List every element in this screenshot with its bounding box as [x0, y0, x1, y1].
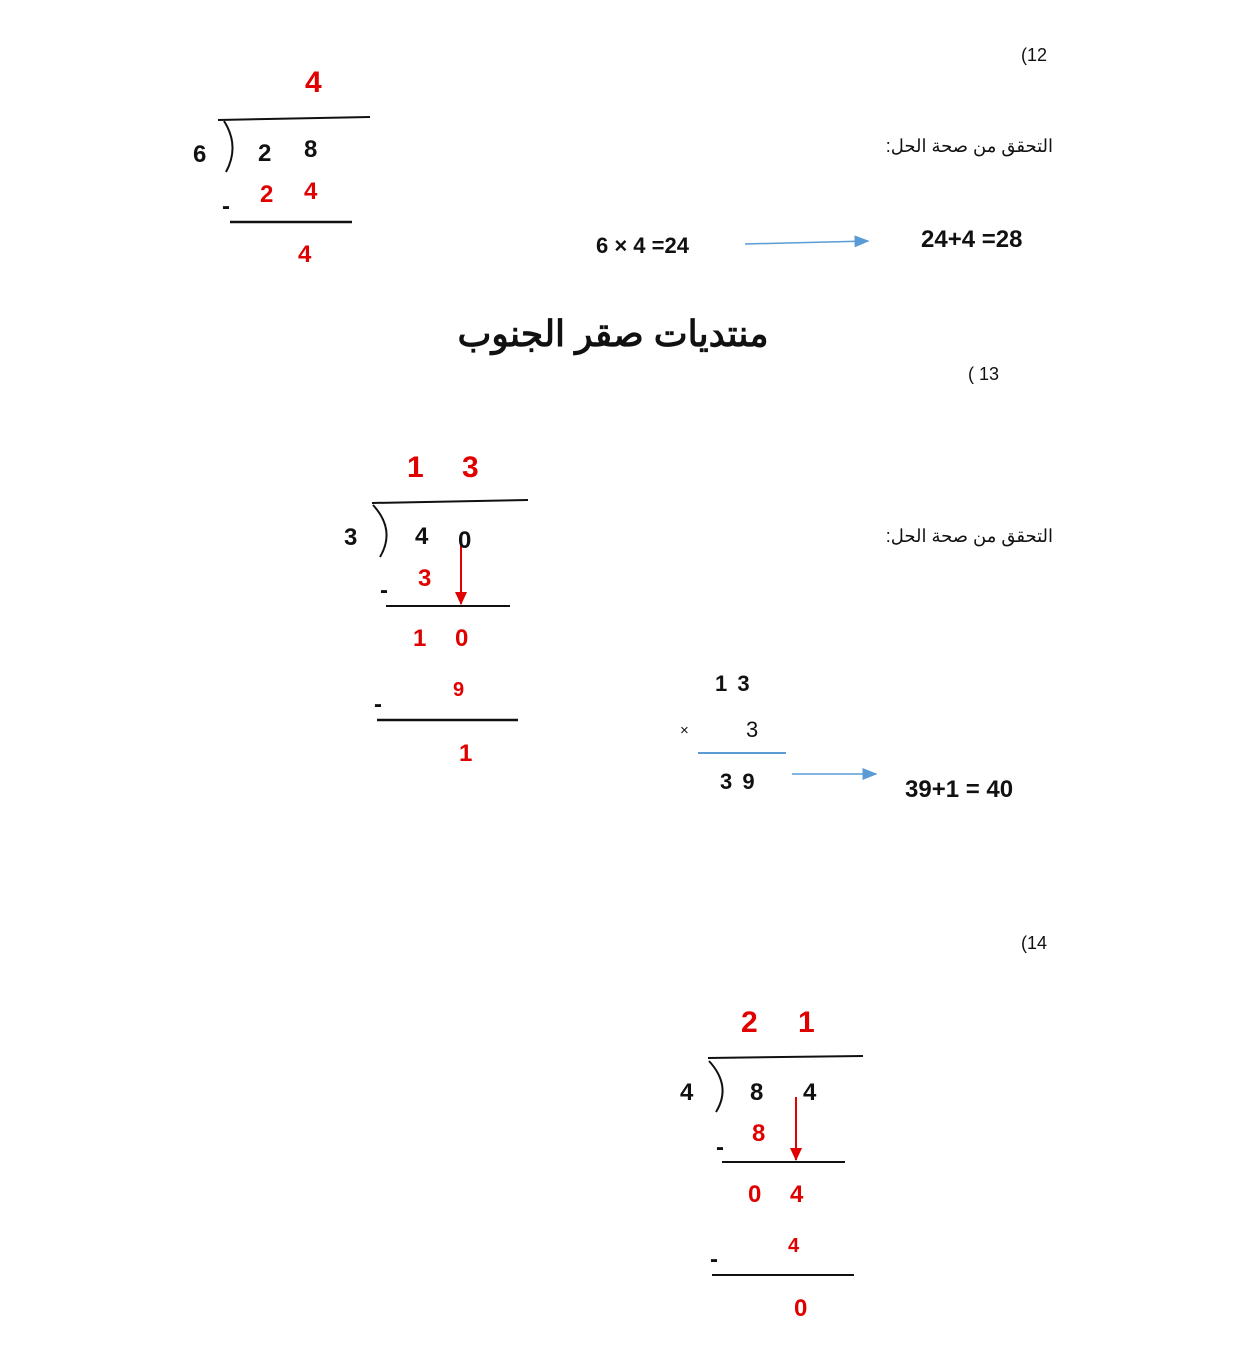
check-multiplicand: 1 3 — [715, 671, 750, 696]
check-multiplication: 6 × 4 =24 — [596, 233, 689, 258]
verify-label: التحقق من صحة الحل: — [885, 136, 1053, 156]
division-bracket — [373, 505, 387, 557]
dividend-digit: 2 — [258, 140, 272, 167]
times-sign: × — [680, 722, 689, 739]
minus-sign: - — [710, 1246, 718, 1273]
subtract-digit: 4 — [304, 178, 318, 205]
check-addition: 24+4 =28 — [921, 226, 1023, 253]
dividend-digit: 4 — [415, 523, 429, 550]
dividend-digit: 8 — [304, 136, 318, 163]
remainder: 4 — [298, 241, 312, 268]
step-digit: 0 — [455, 625, 469, 652]
step-digit: 4 — [790, 1181, 804, 1208]
remainder: 1 — [459, 740, 473, 767]
quotient-digit: 1 — [407, 451, 424, 484]
division-bracket — [224, 121, 233, 172]
divisor: 3 — [344, 524, 358, 551]
dividend-digit: 4 — [803, 1079, 817, 1106]
dividend-digit: 8 — [750, 1079, 764, 1106]
division-bracket — [709, 1061, 723, 1112]
quotient-digit: 3 — [462, 451, 479, 484]
divisor: 4 — [680, 1079, 694, 1106]
division-bar — [708, 1056, 863, 1058]
step-digit: 1 — [413, 625, 427, 652]
subtract-digit: 3 — [418, 565, 432, 592]
check-multiplier: 3 — [746, 717, 759, 742]
subtract-digit: 8 — [752, 1120, 766, 1147]
problem-number: (14 — [1021, 933, 1048, 953]
division-bar — [218, 117, 370, 120]
minus-sign: - — [374, 691, 382, 718]
problem-number: ( 13 — [968, 364, 1000, 384]
verify-label: التحقق من صحة الحل: — [885, 526, 1053, 546]
subtract-digit: 4 — [788, 1235, 800, 1257]
check-addition: 39+1 = 40 — [905, 776, 1014, 803]
dividend-digit: 0 — [458, 527, 472, 554]
check-product: 3 9 — [720, 769, 755, 794]
subtract-digit: 9 — [453, 679, 465, 701]
quotient-digit: 4 — [305, 66, 322, 99]
problem-number: (12 — [1021, 45, 1048, 65]
check-arrow — [745, 241, 868, 244]
minus-sign: - — [222, 193, 230, 220]
quotient-digit: 2 — [741, 1006, 758, 1039]
quotient-digit: 1 — [798, 1006, 815, 1039]
minus-sign: - — [716, 1134, 724, 1161]
subtract-digit: 2 — [260, 181, 274, 208]
page-title: منتديات صقر الجنوب — [457, 313, 769, 354]
remainder: 0 — [794, 1295, 808, 1322]
step-digit: 0 — [748, 1181, 762, 1208]
minus-sign: - — [380, 577, 388, 604]
division-bar — [372, 500, 528, 503]
divisor: 6 — [193, 141, 207, 168]
